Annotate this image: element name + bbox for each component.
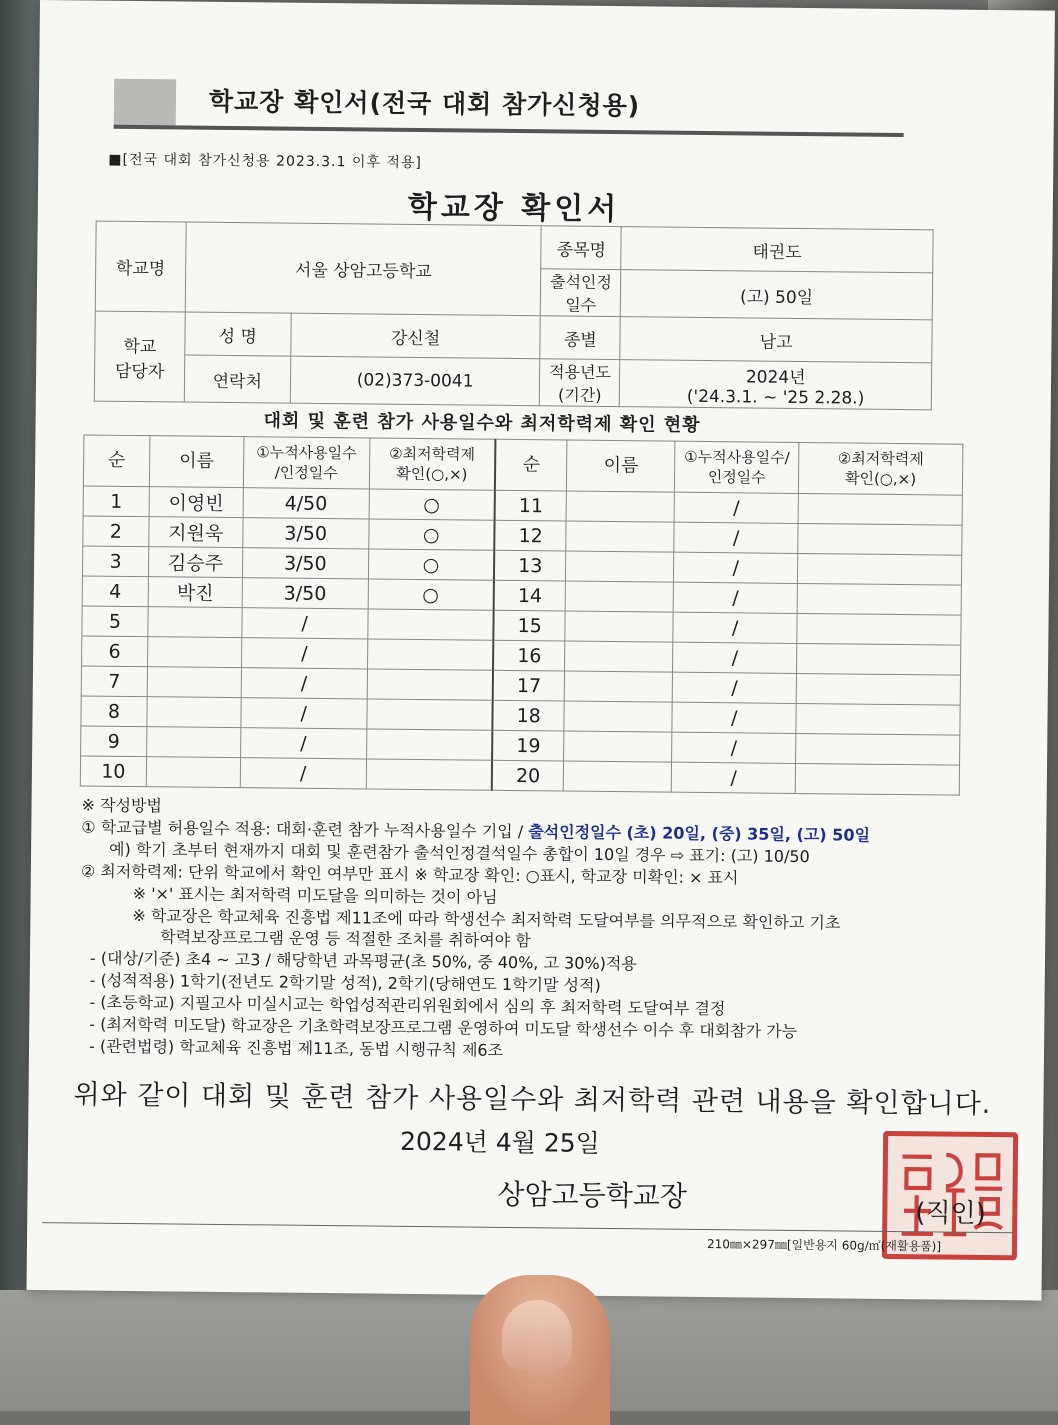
instruction-line-8: - (성적적용) 1학기(전년도 2학기말 성적), 2학기(당해연도 1학기말 성적) [89, 970, 601, 996]
used-days: / [241, 668, 367, 699]
form-notice: ■[전국 대회 참가신청용 2023.3.1 이후 적용] [108, 151, 422, 172]
sport-value: 태권도 [621, 227, 933, 273]
athlete-name: 박진 [148, 577, 242, 608]
used-days: / [673, 612, 797, 643]
row-number: 17 [493, 670, 565, 701]
academic-check: ○ [368, 549, 494, 580]
used-days: / [672, 702, 796, 733]
used-days: 4/50 [243, 488, 369, 519]
athlete-name [146, 757, 240, 788]
instruction-line-7: - (대상/기준) 초4 ~ 고3 / 해당학년 과목평균(초 50%, 중 40%, 고 30%)적용 [89, 948, 637, 974]
col-header-check-2: ②최저학력제 확인(○,×) [798, 442, 962, 495]
instructions-heading: ※ 작성방법 [81, 795, 162, 816]
category-value: 남고 [620, 317, 932, 363]
instruction-line-6: 학력보장프로그램 운영 등 적절한 조치를 취하여야 함 [160, 927, 531, 951]
instruction-line-4: ※ '×' 표시는 최저학력 미도달을 의미하는 것이 아님 [132, 883, 498, 907]
academic-check: ○ [368, 519, 494, 550]
used-days: / [672, 672, 796, 703]
document-page [26, 0, 1054, 1301]
row-number: 12 [494, 520, 566, 551]
instruction-line-1-text: ① 학교급별 허용일수 적용: 대회·훈련 참가 누적사용일수 기입 / [81, 817, 529, 842]
row-number: 2 [83, 516, 149, 547]
athlete-name [565, 671, 673, 702]
academic-check [367, 639, 493, 670]
instruction-line-11: - (관련법령) 학교체육 진흥법 제11조, 동법 시행규칙 제6조 [88, 1036, 504, 1060]
row-number: 15 [493, 610, 565, 641]
row-number: 8 [81, 696, 147, 727]
athlete-name [148, 607, 242, 638]
academic-check [798, 553, 962, 585]
header-divider [114, 125, 904, 137]
academic-check [796, 733, 960, 765]
row-number: 16 [493, 640, 565, 671]
used-days: / [240, 728, 366, 759]
academic-check [797, 583, 961, 615]
athlete-name [565, 641, 673, 672]
row-number: 5 [82, 606, 148, 637]
attendance-value: (고) 50일 [621, 270, 933, 320]
paper-spec: 210㎜×297㎜[일반용지 60g/㎡(재활용품)] [706, 1237, 942, 1254]
row-number: 6 [82, 636, 148, 667]
principal-title: 상암고등학교장 [497, 1177, 688, 1213]
athlete-name [147, 667, 241, 698]
roster-table [80, 434, 964, 795]
row-number: 18 [492, 700, 564, 731]
athlete-name [566, 581, 674, 612]
athlete-name [147, 637, 241, 668]
row-number: 19 [492, 730, 564, 761]
period-value: ('24.3.1. ~ '25 2.28.) [686, 386, 865, 409]
name-label: 성 명 [185, 312, 291, 356]
athlete-name [566, 521, 674, 552]
category-label: 종별 [540, 316, 620, 360]
athlete-name [566, 551, 674, 582]
academic-check [366, 729, 492, 760]
used-days: / [674, 492, 798, 523]
row-number: 1 [83, 486, 149, 517]
year-label: 적용년도 (기간) [540, 359, 620, 407]
athlete-name: 지원욱 [149, 517, 243, 548]
sport-label: 종목명 [541, 226, 621, 270]
year-value: 2024년 [745, 366, 806, 388]
row-number: 7 [81, 666, 147, 697]
col-header-days-2: ①누적사용일수/ 인정일수 [675, 441, 799, 493]
col-header-name: 이름 [149, 436, 243, 488]
attendance-allowance: 출석인정일수 (초) 20일, (중) 35일, (고) 50일 [528, 822, 871, 845]
athlete-name [147, 697, 241, 728]
col-header-check: ②최저학력제 확인(○,×) [369, 438, 495, 490]
athlete-name: 이영빈 [149, 487, 243, 518]
header-title: 학교장 확인서(전국 대회 참가신청용) [208, 86, 641, 121]
used-days: / [672, 732, 796, 763]
instruction-line-3: ② 최저학력제: 단위 학교에서 확인 여부만 표시 ※ 학교장 확인: ○표시, 학교장 미확인: × 표시 [80, 861, 739, 888]
school-info-table [94, 221, 934, 411]
academic-check [367, 669, 493, 700]
instruction-line-9: - (초등학교) 지필고사 미실시교는 학업성적관리위원회에서 심의 후 최저학력 도달여부 결정 [89, 992, 726, 1019]
contact-label: 연락처 [184, 355, 290, 403]
row-number: 13 [494, 550, 566, 581]
used-days: / [674, 552, 798, 583]
used-days: / [673, 642, 797, 673]
academic-check [366, 759, 492, 790]
used-days: / [241, 638, 367, 669]
contact-value: (02)373-0041 [290, 356, 540, 406]
academic-check [797, 613, 961, 645]
section-title: 대회 및 훈련 참가 사용일수와 최저학력제 확인 현황 [263, 410, 701, 436]
issue-date: 2024년 4월 25일 [399, 1126, 600, 1158]
used-days: 3/50 [242, 578, 368, 609]
instruction-line-10: - (최저학력 미도달) 학교장은 기초학력보장프로그램 운영하여 미도달 학생선수 이수 후 대회참가 가능 [89, 1014, 798, 1042]
instructions [79, 794, 1012, 1067]
col-header-no: 순 [83, 435, 149, 487]
used-days: / [241, 698, 367, 729]
footer-divider [42, 1222, 1012, 1233]
row-number: 4 [82, 576, 148, 607]
row-number: 9 [81, 726, 147, 757]
athlete-name [564, 761, 672, 792]
academic-check [798, 493, 962, 525]
row-number: 3 [82, 546, 148, 577]
athlete-name [565, 611, 673, 642]
academic-check [796, 673, 960, 705]
used-days: / [673, 582, 797, 613]
athlete-name [564, 701, 672, 732]
used-days: / [674, 522, 798, 553]
confirmation-statement: 위와 같이 대회 및 훈련 참가 사용일수와 최저학력 관련 내용을 확인합니다. [73, 1079, 992, 1121]
attendance-label: 출석인정 일수 [541, 269, 621, 317]
roster-body [80, 486, 962, 795]
row-number: 11 [495, 490, 567, 521]
used-days: / [242, 608, 368, 639]
thumbnail [502, 1300, 572, 1370]
name-value: 강신철 [291, 313, 541, 359]
row-number: 20 [492, 760, 564, 791]
used-days: 3/50 [243, 518, 369, 549]
athlete-name: 김승주 [148, 547, 242, 578]
manager-label: 학교 담당자 [94, 311, 185, 402]
school-name-label: 학교명 [95, 221, 186, 312]
used-days: / [240, 758, 366, 789]
row-number: 10 [80, 756, 146, 787]
academic-check [367, 699, 493, 730]
academic-check: ○ [369, 489, 495, 520]
academic-check [798, 523, 962, 555]
school-name-value: 서울 상암고등학교 [185, 222, 542, 316]
col-header-no-2: 순 [495, 439, 567, 491]
academic-check [796, 703, 960, 735]
academic-check [367, 609, 493, 640]
seal-label: (직인) [915, 1198, 987, 1229]
used-days: 3/50 [242, 548, 368, 579]
academic-check [795, 763, 959, 795]
used-days: / [672, 762, 796, 793]
instruction-line-5: ※ 학교장은 학교체육 진흥법 제11조에 따라 학생선수 최저학력 도달여부를 의무적으로 확인하고 기초 [132, 905, 841, 932]
col-header-name-2: 이름 [567, 440, 675, 492]
instruction-line-2: 예) 학기 초부터 현재까지 대회 및 훈련참가 출석인정결석일수 총합이 10일 경우 ⇨ 표기: (고) 10/50 [109, 839, 810, 866]
athlete-name [147, 727, 241, 758]
document-title: 학교장 확인서 [407, 189, 621, 228]
row-number: 14 [494, 580, 566, 611]
athlete-name [567, 491, 675, 522]
academic-check: ○ [368, 579, 494, 610]
header-decoration [114, 79, 177, 130]
athlete-name [564, 731, 672, 762]
col-header-days: ①누적사용일수 /인정일수 [243, 437, 369, 489]
year-cell [620, 360, 932, 410]
academic-check [797, 643, 961, 675]
